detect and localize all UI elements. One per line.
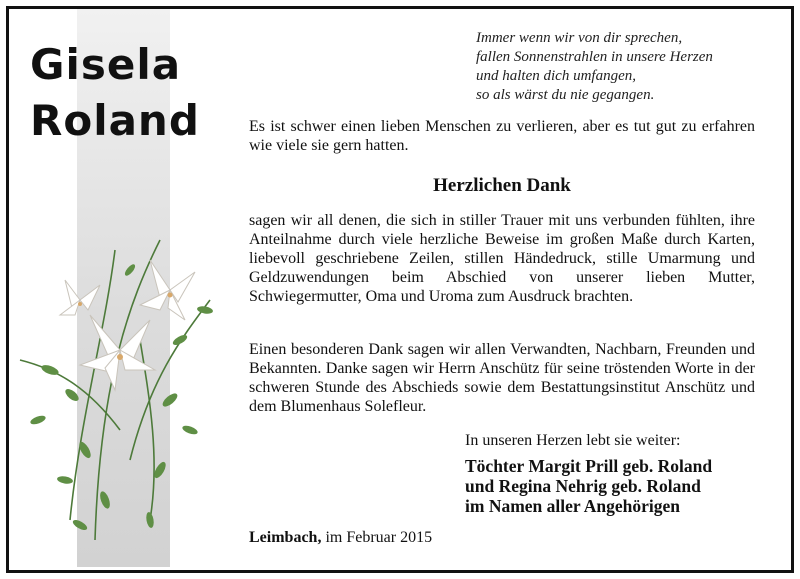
signer-line: und Regina Nehrig geb. Roland — [465, 476, 701, 496]
intro-paragraph: Es ist schwer einen lieben Menschen zu verlieren, aber es tut gut zu erfahren wie viele sie gern hatten. — [249, 118, 755, 154]
poem-line: so als wärst du nie gegangen. — [476, 87, 655, 103]
date-text: im Februar 2015 — [325, 529, 433, 546]
place-name: Leimbach, — [249, 529, 322, 546]
thanks-heading: Herzlichen Dank — [433, 175, 571, 196]
memorial-poem — [476, 29, 776, 105]
poem-line: Immer wenn wir von dir sprechen, — [476, 30, 683, 46]
signers-block — [465, 456, 712, 516]
poem-line: fallen Sonnenstrahlen in unsere Herzen — [476, 49, 713, 65]
poem-line: und halten dich umfangen, — [476, 68, 636, 84]
closing-line: In unseren Herzen lebt sie weiter: — [465, 432, 681, 449]
signer-line: Töchter Margit Prill geb. Roland — [465, 456, 713, 476]
signer-line: im Namen aller Angehörigen — [465, 496, 681, 516]
lily-bouquet-image — [10, 220, 240, 550]
last-name: Roland — [30, 96, 200, 145]
first-name: Gisela — [30, 40, 182, 89]
special-thanks-paragraph: Einen besonderen Dank sagen wir allen Verwandten, Nachbarn, Freunden und Bekannten. Danke sagen wir Herrn Anschütz für seine tröstenden Worte in der schweren Stunde des Abschieds sowie dem Bestattungsinstitut Anschütz und dem Blumenhaus Solefleur. — [249, 341, 755, 415]
thanks-paragraph: sagen wir all denen, die sich in stiller Trauer mit uns verbunden fühlten, ihre Anteilnahme durch viele herzliche Beweise im großen Maße durch Karten, liebevoll geschriebene Zeilen, stillen Händedruck, stille Umarmung und Geldzuwendungen beim Abschied von unserer lieben Mutter, Schwiegermutter, Oma und Uroma zum Ausdruck brachten. — [249, 212, 755, 305]
place-date — [249, 529, 432, 547]
